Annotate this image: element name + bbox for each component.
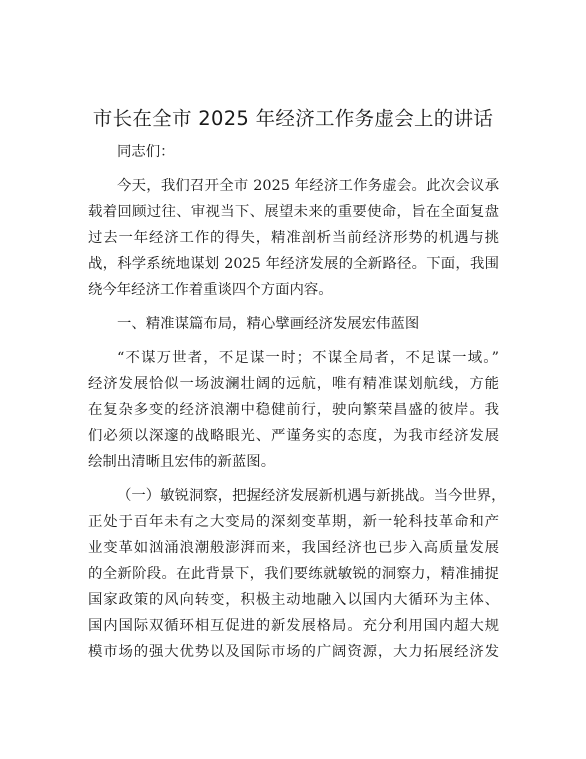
paragraph-line: “不谋万世者，不足谋一时；不谋全局者，不足谋一域。” bbox=[117, 350, 499, 366]
section-heading: 一、精准谋篇布局，精心擘画经济发展宏伟蓝图 bbox=[117, 316, 420, 332]
paragraph-line: 正处于百年未有之大变局的深刻变革期，新一轮科技革命和产 bbox=[88, 514, 499, 530]
paragraph-line: 战，科学系统地谋划 2025 年经济发展的全新路径。下面，我围 bbox=[88, 256, 499, 272]
paragraph-line: （一）敏锐洞察，把握经济发展新机遇与新挑战。当今世界， bbox=[117, 488, 506, 504]
paragraph-line: 绕今年经济工作着重谈四个方面内容。 bbox=[88, 282, 333, 298]
paragraph-line: 们必须以深邃的战略眼光、严谨务实的态度，为我市经济发展 bbox=[88, 428, 499, 444]
paragraph-line: 在复杂多变的经济浪潮中稳健前行，驶向繁荣昌盛的彼岸。我 bbox=[88, 402, 499, 418]
paragraph-line: 国内国际双循环相互促进的新发展格局。充分利用国内超大规 bbox=[88, 618, 499, 634]
paragraph-line: 载着回顾过往、审视当下、展望未来的重要使命，旨在全面复盘 bbox=[88, 204, 499, 220]
paragraph-line: 模市场的强大优势以及国际市场的广阔资源，大力拓展经济发 bbox=[88, 644, 499, 660]
paragraph-line: 今天，我们召开全市 2025 年经济工作务虚会。此次会议承 bbox=[117, 178, 499, 194]
paragraph-line: 国家政策的风向转变，积极主动地融入以国内大循环为主体、 bbox=[88, 592, 499, 608]
paragraph-line: 过去一年经济工作的得失，精准剖析当前经济形势的机遇与挑 bbox=[88, 230, 499, 246]
salutation: 同志们： bbox=[117, 144, 175, 160]
paragraph-line: 业变革如汹涌浪潮般澎湃而来，我国经济也已步入高质量发展 bbox=[88, 540, 499, 556]
paragraph-line: 绘制出清晰且宏伟的新蓝图。 bbox=[88, 454, 276, 470]
paragraph-line: 经济发展恰似一场波澜壮阔的远航，唯有精准谋划航线，方能 bbox=[88, 376, 499, 392]
paragraph-line: 的全新阶段。在此背景下，我们要练就敏锐的洞察力，精准捕捉 bbox=[88, 566, 499, 582]
document-title: 市长在全市 2025 年经济工作务虚会上的讲话 bbox=[92, 107, 494, 130]
